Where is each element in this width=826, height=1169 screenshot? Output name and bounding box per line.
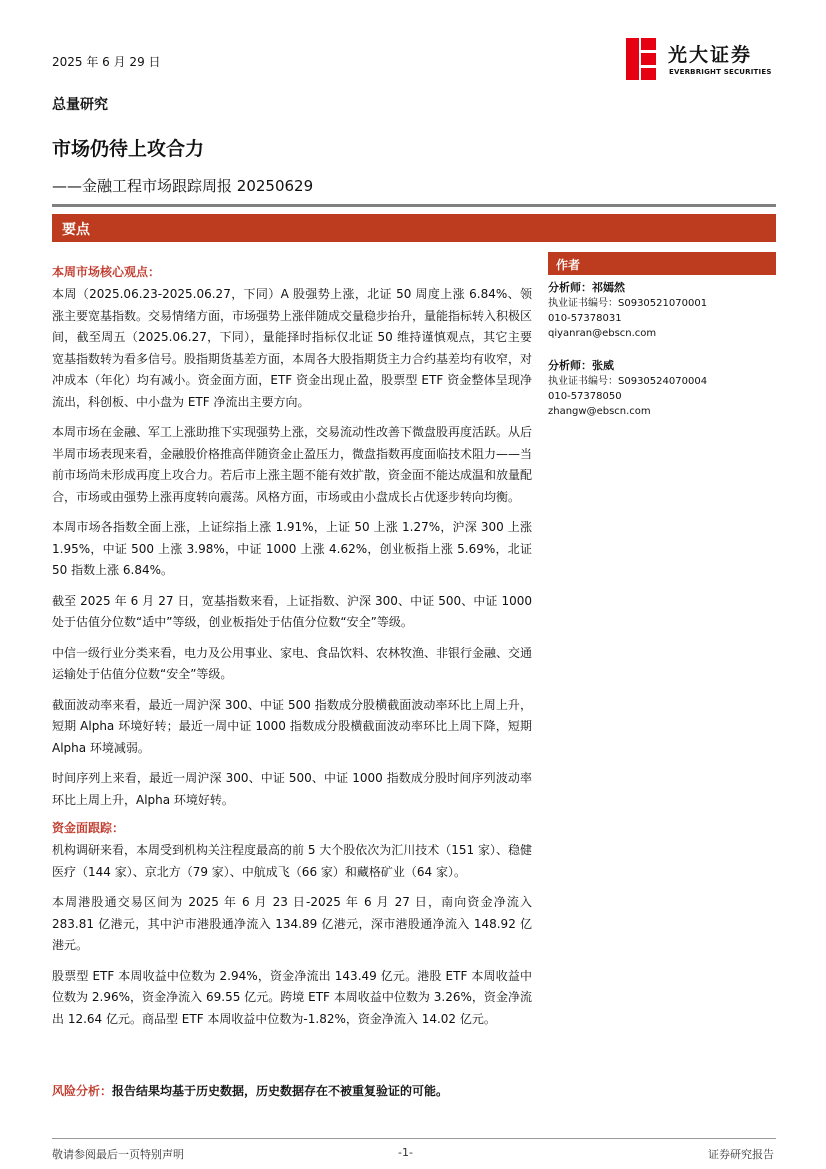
footer-report-type: 证券研究报告 <box>708 1148 774 1161</box>
report-subtitle: ——金融工程市场跟踪周报 20250629 <box>52 177 314 195</box>
report-category: 总量研究 <box>52 97 108 113</box>
paragraph: 机构调研来看，本周受到机构关注程度最高的前 5 大个股依次为汇川技术（151 家）、稳健医疗（144 家）、京北方（79 家）、中航成飞（66 家）和藏格矿业（64 家）。 <box>52 843 532 879</box>
title-divider <box>52 204 776 207</box>
analyst-email[interactable]: qiyanran@ebscn.com <box>548 328 657 339</box>
risk-text: 报告结果均基于历史数据，历史数据存在不被重复验证的可能。 <box>112 1084 449 1098</box>
analyst-name: 分析师：张威 <box>548 359 614 372</box>
analyst-email[interactable]: zhangw@ebscn.com <box>548 406 651 417</box>
key-points-label: 要点 <box>62 222 90 238</box>
author-bar <box>548 252 776 275</box>
report-date: 2025 年 6 月 29 日 <box>52 55 161 69</box>
paragraph: 时间序列上来看，最近一周沪深 300、中证 500、中证 1000 指数成分股时间序列波动率环比上周上升，Alpha 环境好转。 <box>52 771 532 807</box>
paragraph: 中信一级行业分类来看，电力及公用事业、家电、食品饮料、农林牧渔、非银行金融、交通运输处于估值分位数“安全”等级。 <box>52 645 533 681</box>
footer-divider <box>52 1138 776 1139</box>
analyst-name: 分析师：祁嫣然 <box>548 281 625 294</box>
author-sidebar <box>548 252 776 419</box>
paragraph: 本周市场各指数全面上涨，上证综指上涨 1.91%，上证 50 上涨 1.27%，沪深 300 上涨 1.95%，中证 500 上涨 3.98%，中证 1000 上涨 4.62%，创业板指上涨 5.69%，北证 50 指数上涨 6.84%。 <box>52 520 532 577</box>
paragraph: 本周港股通交易区间为 2025 年 6 月 23 日-2025 年 6 月 27 日，南向资金净流入 283.81 亿港元，其中沪市港股通净流入 134.89 亿港元，深市港股通净流入 148.92 亿港元。 <box>52 895 532 952</box>
paragraph: 截至 2025 年 6 月 27 日，宽基指数来看，上证指数、沪深 300、中证 500、中证 1000 处于估值分位数“适中”等级，创业板指处于估值分位数“安全”等级。 <box>52 593 532 629</box>
logo-chinese-text: 光大证券 <box>668 44 753 66</box>
key-points-bar <box>52 214 776 242</box>
analyst-phone: 010-57378031 <box>548 313 622 324</box>
author-label: 作者 <box>556 258 581 272</box>
paragraph: 本周（2025.06.23-2025.06.27，下同）A 股强势上涨，北证 50 周度上涨 6.84%、领涨主要宽基指数。交易情绪方面，市场强势上涨伴随成交量稳步抬升，量能指标转入积极区间，截至周五（2025.06.27，下同），量能择时指标仅北证 50 维持谨慎观点，其它主要宽基指数转为看多信号。股指期货基差方面，本周各大股指期货主力合约基差均有收窄，对冲成本（年化）均有减小。资金面方面，ETF 资金出现止盈，股票型 ETF 资金整体呈现净流出，科创板、中小盘为 ETF 净流出主要方向。 <box>52 287 533 409</box>
everbright-logo-icon <box>626 38 656 80</box>
paragraph: 截面波动率来看，最近一周沪深 300、中证 500 指数成分股横截面波动率环比上周上升，短期 Alpha 环境好转；最近一周中证 1000 指数成分股横截面波动率环比上周下降，短期 Alpha 环境减弱。 <box>52 697 532 755</box>
main-content <box>52 262 532 1039</box>
analyst-cert: 执业证书编号：S0930521070001 <box>548 298 708 309</box>
page-number: -1- <box>398 1146 413 1159</box>
report-title: 市场仍待上攻合力 <box>52 138 205 160</box>
core-view-heading: 本周市场核心观点： <box>52 265 161 279</box>
risk-label: 风险分析： <box>52 1084 113 1098</box>
footer-disclaimer: 敬请参阅最后一页特别声明 <box>52 1148 184 1161</box>
analyst-phone: 010-57378050 <box>548 391 622 402</box>
analyst-cert: 执业证书编号：S0930524070004 <box>548 376 708 387</box>
paragraph: 本周市场在金融、军工上涨助推下实现强势上涨，交易流动性改善下微盘股再度活跃。从后半周市场表现来看，金融股价格推高伴随资金止盈压力，微盘指数再度面临技术阻力——当前市场尚未形成再度上攻合力。若后市上涨主题不能有效扩散，资金面不能达成温和放量配合，市场或由强势上涨再度转向震荡。风格方面，市场或由小盘成长占优逐步转向均衡。 <box>52 425 533 504</box>
risk-analysis <box>52 1082 448 1099</box>
analyst-card <box>548 357 776 419</box>
company-logo <box>626 38 786 82</box>
logo-english-text: EVERBRIGHT SECURITIES <box>669 68 772 76</box>
paragraph: 股票型 ETF 本周收益中位数为 2.94%，资金净流出 143.49 亿元。港股 ETF 本周收益中位数为 2.96%，资金净流入 69.55 亿元。跨境 ETF 本周收益中位数为 3.26%，资金净流出 12.64 亿元。商品型 ETF 本周收益中位数为-1.82%，资金净流入 14.02 亿元。 <box>52 968 532 1026</box>
analyst-card <box>548 279 776 341</box>
funds-tracking-heading: 资金面跟踪： <box>52 821 125 835</box>
